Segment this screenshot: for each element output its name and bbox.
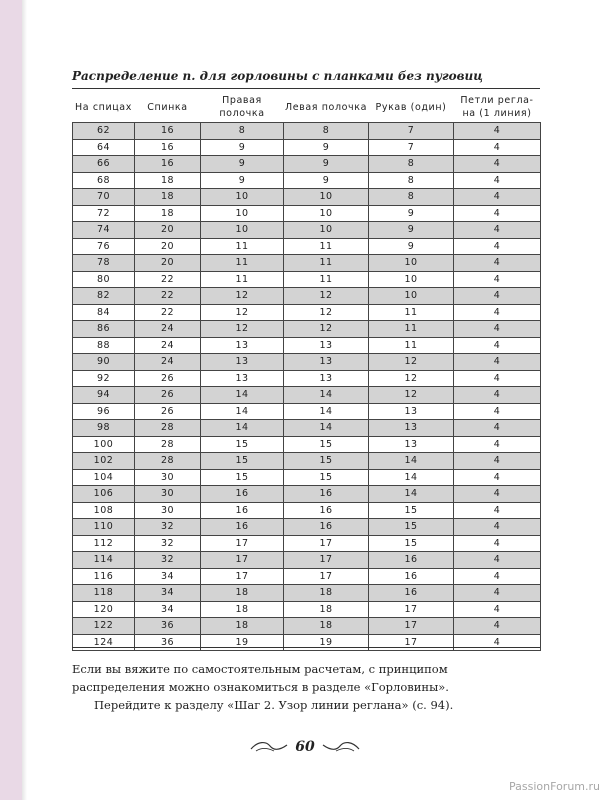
- cell-sleeve: 14: [369, 453, 454, 470]
- cell-left-front: 10: [284, 189, 369, 206]
- cell-back: 32: [135, 535, 201, 552]
- cell-left-front: 11: [284, 271, 369, 288]
- cell-sleeve: 14: [369, 469, 454, 486]
- cell-right-front: 15: [201, 453, 284, 470]
- table-row: [73, 519, 541, 536]
- cell-on-needles: 64: [73, 139, 135, 156]
- cell-on-needles: 84: [73, 304, 135, 321]
- cell-left-front: 9: [284, 172, 369, 189]
- cell-right-front: 17: [201, 568, 284, 585]
- cell-sleeve: 16: [369, 552, 454, 569]
- table-row: [73, 354, 541, 371]
- table-row: [73, 271, 541, 288]
- table-row: [73, 255, 541, 272]
- cell-right-front: 14: [201, 403, 284, 420]
- cell-right-front: 15: [201, 469, 284, 486]
- table-row: [73, 172, 541, 189]
- cell-sleeve: 12: [369, 370, 454, 387]
- cell-on-needles: 122: [73, 618, 135, 635]
- page-footer: [250, 735, 360, 759]
- cell-right-front: 10: [201, 222, 284, 239]
- cell-on-needles: 102: [73, 453, 135, 470]
- cell-right-front: 10: [201, 205, 284, 222]
- header-back: Спинка: [147, 101, 188, 113]
- table-row: [73, 123, 541, 140]
- cell-sleeve: 11: [369, 304, 454, 321]
- cell-left-front: 9: [284, 156, 369, 173]
- cell-on-needles: 86: [73, 321, 135, 338]
- table-row: [73, 205, 541, 222]
- cell-back: 16: [135, 139, 201, 156]
- cell-back: 30: [135, 502, 201, 519]
- table-row: [73, 156, 541, 173]
- cell-left-front: 12: [284, 304, 369, 321]
- table-row: [73, 469, 541, 486]
- cell-back: 34: [135, 585, 201, 602]
- cell-back: 20: [135, 255, 201, 272]
- table-row: [73, 387, 541, 404]
- cell-back: 22: [135, 271, 201, 288]
- cell-left-front: 12: [284, 321, 369, 338]
- cell-right-front: 18: [201, 601, 284, 618]
- cell-right-front: 19: [201, 634, 284, 651]
- cell-right-front: 18: [201, 618, 284, 635]
- cell-raglan-stitches: 4: [454, 634, 541, 651]
- cell-left-front: 11: [284, 238, 369, 255]
- cell-on-needles: 124: [73, 634, 135, 651]
- cell-sleeve: 16: [369, 568, 454, 585]
- cell-left-front: 14: [284, 387, 369, 404]
- cell-sleeve: 9: [369, 205, 454, 222]
- cell-right-front: 12: [201, 288, 284, 305]
- cell-left-front: 16: [284, 502, 369, 519]
- cell-sleeve: 12: [369, 354, 454, 371]
- table-row: [73, 189, 541, 206]
- cell-right-front: 13: [201, 354, 284, 371]
- cell-left-front: 11: [284, 255, 369, 272]
- cell-back: 34: [135, 568, 201, 585]
- cell-raglan-stitches: 4: [454, 304, 541, 321]
- cell-right-front: 12: [201, 321, 284, 338]
- page-side-band: [0, 0, 22, 800]
- right-flourish-icon: [322, 739, 360, 753]
- cell-raglan-stitches: 4: [454, 618, 541, 635]
- cell-raglan-stitches: 4: [454, 469, 541, 486]
- cell-raglan-stitches: 4: [454, 535, 541, 552]
- cell-right-front: 17: [201, 552, 284, 569]
- cell-raglan-stitches: 4: [454, 255, 541, 272]
- cell-back: 36: [135, 618, 201, 635]
- cell-on-needles: 96: [73, 403, 135, 420]
- cell-right-front: 17: [201, 535, 284, 552]
- cell-back: 22: [135, 288, 201, 305]
- cell-back: 26: [135, 370, 201, 387]
- cell-back: 16: [135, 156, 201, 173]
- table-header-row: [73, 92, 541, 123]
- cell-left-front: 15: [284, 469, 369, 486]
- table-row: [73, 585, 541, 602]
- cell-on-needles: 88: [73, 337, 135, 354]
- cell-sleeve: 7: [369, 139, 454, 156]
- cell-sleeve: 10: [369, 255, 454, 272]
- table-row: [73, 370, 541, 387]
- table-bottom-rule: [72, 647, 540, 648]
- table-row: [73, 139, 541, 156]
- cell-back: 24: [135, 321, 201, 338]
- cell-sleeve: 8: [369, 156, 454, 173]
- header-raglan-stitches: Петли регла- на (1 линия): [460, 95, 534, 119]
- cell-right-front: 8: [201, 123, 284, 140]
- table-row: [73, 502, 541, 519]
- cell-left-front: 18: [284, 601, 369, 618]
- cell-back: 32: [135, 519, 201, 536]
- cell-back: 28: [135, 420, 201, 437]
- cell-on-needles: 98: [73, 420, 135, 437]
- cell-back: 18: [135, 205, 201, 222]
- cell-on-needles: 70: [73, 189, 135, 206]
- table-row: [73, 337, 541, 354]
- cell-left-front: 13: [284, 370, 369, 387]
- cell-back: 34: [135, 601, 201, 618]
- cell-sleeve: 8: [369, 189, 454, 206]
- table-row: [73, 568, 541, 585]
- cell-on-needles: 94: [73, 387, 135, 404]
- cell-right-front: 9: [201, 139, 284, 156]
- cell-sleeve: 17: [369, 634, 454, 651]
- cell-raglan-stitches: 4: [454, 403, 541, 420]
- cell-back: 28: [135, 436, 201, 453]
- cell-sleeve: 15: [369, 535, 454, 552]
- cell-left-front: 14: [284, 420, 369, 437]
- cell-raglan-stitches: 4: [454, 502, 541, 519]
- cell-on-needles: 90: [73, 354, 135, 371]
- cell-sleeve: 16: [369, 585, 454, 602]
- cell-back: 30: [135, 469, 201, 486]
- cell-left-front: 17: [284, 552, 369, 569]
- cell-back: 26: [135, 403, 201, 420]
- cell-sleeve: 12: [369, 387, 454, 404]
- cell-on-needles: 82: [73, 288, 135, 305]
- cell-left-front: 8: [284, 123, 369, 140]
- cell-right-front: 16: [201, 519, 284, 536]
- table-row: [73, 403, 541, 420]
- cell-sleeve: 10: [369, 288, 454, 305]
- cell-sleeve: 9: [369, 238, 454, 255]
- cell-left-front: 9: [284, 139, 369, 156]
- cell-left-front: 18: [284, 585, 369, 602]
- cell-raglan-stitches: 4: [454, 271, 541, 288]
- cell-sleeve: 7: [369, 123, 454, 140]
- table-row: [73, 238, 541, 255]
- table-row: [73, 304, 541, 321]
- cell-sleeve: 10: [369, 271, 454, 288]
- table-row: [73, 535, 541, 552]
- cell-on-needles: 66: [73, 156, 135, 173]
- cell-left-front: 15: [284, 453, 369, 470]
- table-row: [73, 321, 541, 338]
- cell-raglan-stitches: 4: [454, 222, 541, 239]
- cell-right-front: 15: [201, 436, 284, 453]
- cell-back: 16: [135, 123, 201, 140]
- cell-raglan-stitches: 4: [454, 585, 541, 602]
- cell-on-needles: 118: [73, 585, 135, 602]
- header-right-front: Правая полочка: [219, 95, 265, 119]
- cell-raglan-stitches: 4: [454, 519, 541, 536]
- cell-on-needles: 72: [73, 205, 135, 222]
- cell-sleeve: 11: [369, 321, 454, 338]
- cell-left-front: 13: [284, 337, 369, 354]
- cell-sleeve: 15: [369, 502, 454, 519]
- table-row: [73, 552, 541, 569]
- table-row: [73, 453, 541, 470]
- cell-left-front: 17: [284, 568, 369, 585]
- cell-sleeve: 8: [369, 172, 454, 189]
- cell-sleeve: 13: [369, 403, 454, 420]
- cell-raglan-stitches: 4: [454, 123, 541, 140]
- cell-raglan-stitches: 4: [454, 486, 541, 503]
- cell-right-front: 13: [201, 370, 284, 387]
- cell-left-front: 15: [284, 436, 369, 453]
- cell-on-needles: 100: [73, 436, 135, 453]
- cell-on-needles: 92: [73, 370, 135, 387]
- cell-right-front: 11: [201, 255, 284, 272]
- cell-back: 26: [135, 387, 201, 404]
- cell-right-front: 12: [201, 304, 284, 321]
- cell-on-needles: 110: [73, 519, 135, 536]
- cell-sleeve: 13: [369, 436, 454, 453]
- cell-sleeve: 15: [369, 519, 454, 536]
- cell-back: 36: [135, 634, 201, 651]
- cell-right-front: 16: [201, 486, 284, 503]
- cell-raglan-stitches: 4: [454, 238, 541, 255]
- table-row: [73, 288, 541, 305]
- cell-back: 24: [135, 354, 201, 371]
- cell-back: 32: [135, 552, 201, 569]
- cell-raglan-stitches: 4: [454, 420, 541, 437]
- cell-back: 22: [135, 304, 201, 321]
- cell-on-needles: 106: [73, 486, 135, 503]
- table-row: [73, 486, 541, 503]
- cell-on-needles: 68: [73, 172, 135, 189]
- cell-right-front: 11: [201, 271, 284, 288]
- cell-left-front: 14: [284, 403, 369, 420]
- cell-right-front: 13: [201, 337, 284, 354]
- cell-on-needles: 114: [73, 552, 135, 569]
- cell-on-needles: 104: [73, 469, 135, 486]
- page-number: 60: [295, 739, 315, 755]
- table-row: [73, 420, 541, 437]
- cell-right-front: 14: [201, 420, 284, 437]
- header-sleeve: Рукав (один): [375, 101, 447, 113]
- cell-raglan-stitches: 4: [454, 601, 541, 618]
- cell-back: 24: [135, 337, 201, 354]
- cell-raglan-stitches: 4: [454, 172, 541, 189]
- cell-raglan-stitches: 4: [454, 189, 541, 206]
- cell-on-needles: 112: [73, 535, 135, 552]
- cell-on-needles: 108: [73, 502, 135, 519]
- header-left-front: Левая полочка: [284, 101, 368, 113]
- cell-raglan-stitches: 4: [454, 552, 541, 569]
- cell-on-needles: 62: [73, 123, 135, 140]
- cell-right-front: 14: [201, 387, 284, 404]
- cell-right-front: 9: [201, 156, 284, 173]
- table-row: [73, 634, 541, 651]
- cell-right-front: 16: [201, 502, 284, 519]
- table-caption: Распределение п. для горловины с планками без пуговиц: [72, 69, 483, 83]
- cell-on-needles: 80: [73, 271, 135, 288]
- header-on-needles: На спицах: [75, 101, 132, 113]
- cell-on-needles: 74: [73, 222, 135, 239]
- cell-left-front: 16: [284, 486, 369, 503]
- cell-raglan-stitches: 4: [454, 354, 541, 371]
- table-row: [73, 601, 541, 618]
- cell-raglan-stitches: 4: [454, 337, 541, 354]
- site-watermark: PassionForum.ru: [509, 780, 600, 793]
- cell-raglan-stitches: 4: [454, 568, 541, 585]
- cell-back: 30: [135, 486, 201, 503]
- paragraph-calculations: Если вы вяжите по самостоятельным расчетам, с принципом распределения можно ознакомиться в разделе «Горловины».: [72, 662, 449, 694]
- cell-raglan-stitches: 4: [454, 321, 541, 338]
- cell-sleeve: 17: [369, 618, 454, 635]
- cell-raglan-stitches: 4: [454, 156, 541, 173]
- table-top-rule: [72, 88, 540, 89]
- cell-raglan-stitches: 4: [454, 288, 541, 305]
- table-row: [73, 436, 541, 453]
- table-body: [73, 123, 541, 651]
- cell-right-front: 10: [201, 189, 284, 206]
- cell-raglan-stitches: 4: [454, 139, 541, 156]
- cell-sleeve: 14: [369, 486, 454, 503]
- cell-raglan-stitches: 4: [454, 205, 541, 222]
- cell-on-needles: 76: [73, 238, 135, 255]
- cell-on-needles: 78: [73, 255, 135, 272]
- cell-sleeve: 11: [369, 337, 454, 354]
- cell-left-front: 10: [284, 222, 369, 239]
- cell-right-front: 18: [201, 585, 284, 602]
- cell-on-needles: 120: [73, 601, 135, 618]
- cell-left-front: 18: [284, 618, 369, 635]
- cell-left-front: 10: [284, 205, 369, 222]
- table-row: [73, 618, 541, 635]
- cell-sleeve: 9: [369, 222, 454, 239]
- cell-raglan-stitches: 4: [454, 453, 541, 470]
- cell-left-front: 16: [284, 519, 369, 536]
- table-row: [73, 222, 541, 239]
- cell-left-front: 13: [284, 354, 369, 371]
- cell-back: 20: [135, 238, 201, 255]
- cell-left-front: 19: [284, 634, 369, 651]
- cell-back: 18: [135, 189, 201, 206]
- cell-sleeve: 13: [369, 420, 454, 437]
- cell-back: 20: [135, 222, 201, 239]
- cell-back: 18: [135, 172, 201, 189]
- cell-left-front: 17: [284, 535, 369, 552]
- cell-left-front: 12: [284, 288, 369, 305]
- cell-right-front: 9: [201, 172, 284, 189]
- page-side-shadow: [22, 0, 27, 800]
- cell-raglan-stitches: 4: [454, 387, 541, 404]
- cell-raglan-stitches: 4: [454, 370, 541, 387]
- cell-back: 28: [135, 453, 201, 470]
- cell-on-needles: 116: [73, 568, 135, 585]
- cell-raglan-stitches: 4: [454, 436, 541, 453]
- cell-right-front: 11: [201, 238, 284, 255]
- paragraph-next-section: Перейдите к разделу «Шаг 2. Узор линии реглана» (с. 94).: [94, 698, 454, 712]
- cell-sleeve: 17: [369, 601, 454, 618]
- distribution-table: [72, 92, 541, 651]
